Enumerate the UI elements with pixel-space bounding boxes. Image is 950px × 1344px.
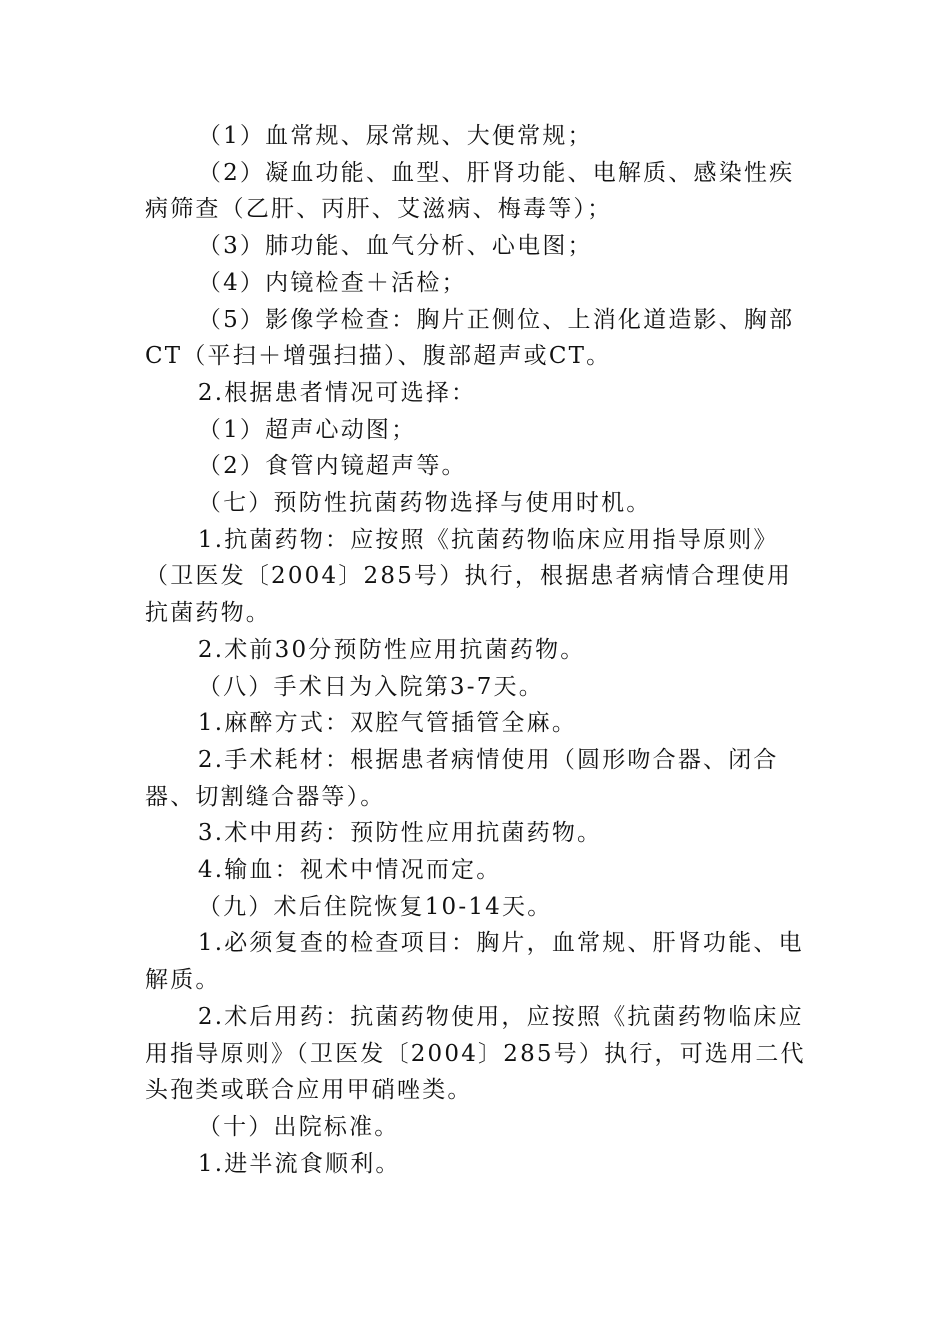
- paragraph-postop-medication: 2.术后用药：抗菌药物使用，应按照《抗菌药物临床应用指导原则》（卫医发〔2004〕285号）执行，可选用二代头孢类或联合应用甲硝唑类。: [145, 1003, 806, 1104]
- paragraph-routine-tests: （1）血常规、尿常规、大便常规；: [197, 123, 593, 149]
- paragraph-endoscopic-ultrasound: （2）食管内镜超声等。: [197, 453, 467, 480]
- paragraph-optional-heading: 2.根据患者情况可选择：: [197, 379, 477, 406]
- section-heading-discharge: （十）出院标准。: [197, 1113, 400, 1140]
- paragraph-coagulation-tests: （2）凝血功能、血型、肝肾功能、电解质、感染性疾病筛查（乙肝、丙肝、艾滋病、梅毒等）；: [145, 159, 795, 223]
- paragraph-postop-tests: 1.必须复查的检查项目：胸片，血常规、肝肾功能、电解质。: [145, 930, 804, 994]
- paragraph-antibiotic-guideline: 1.抗菌药物：应按照《抗菌药物临床应用指导原则》（卫医发〔2004〕285号）执行，根据患者病情合理使用抗菌药物。: [145, 526, 793, 627]
- paragraph-endoscopy: （4）内镜检查＋活检；: [197, 269, 467, 296]
- paragraph-transfusion: 4.输血：视术中情况而定。: [197, 857, 502, 884]
- document-body: [145, 118, 810, 1182]
- section-heading-antibiotics: （七）预防性抗菌药物选择与使用时机。: [197, 490, 652, 517]
- paragraph-surgical-consumables: 2.手术耗材：根据患者病情使用（圆形吻合器、闭合器、切割缝合器等）。: [145, 746, 779, 810]
- paragraph-intraop-medication: 3.术中用药：预防性应用抗菌药物。: [197, 820, 603, 847]
- section-heading-surgery-day: （八）手术日为入院第3-7天。: [197, 673, 544, 700]
- paragraph-lung-function: （3）肺功能、血气分析、心电图；: [197, 233, 593, 260]
- paragraph-echocardiogram: （1）超声心动图；: [197, 416, 417, 443]
- paragraph-semi-liquid-diet: 1.进半流食顺利。: [197, 1150, 401, 1177]
- section-heading-postop-recovery: （九）术后住院恢复10-14天。: [197, 893, 553, 920]
- paragraph-preop-antibiotic: 2.术前30分预防性应用抗菌药物。: [197, 636, 586, 663]
- paragraph-imaging: （5）影像学检查：胸片正侧位、上消化道造影、胸部CT（平扫＋增强扫描）、腹部超声或CT。: [145, 306, 795, 370]
- paragraph-anesthesia: 1.麻醉方式：双腔气管插管全麻。: [197, 710, 578, 737]
